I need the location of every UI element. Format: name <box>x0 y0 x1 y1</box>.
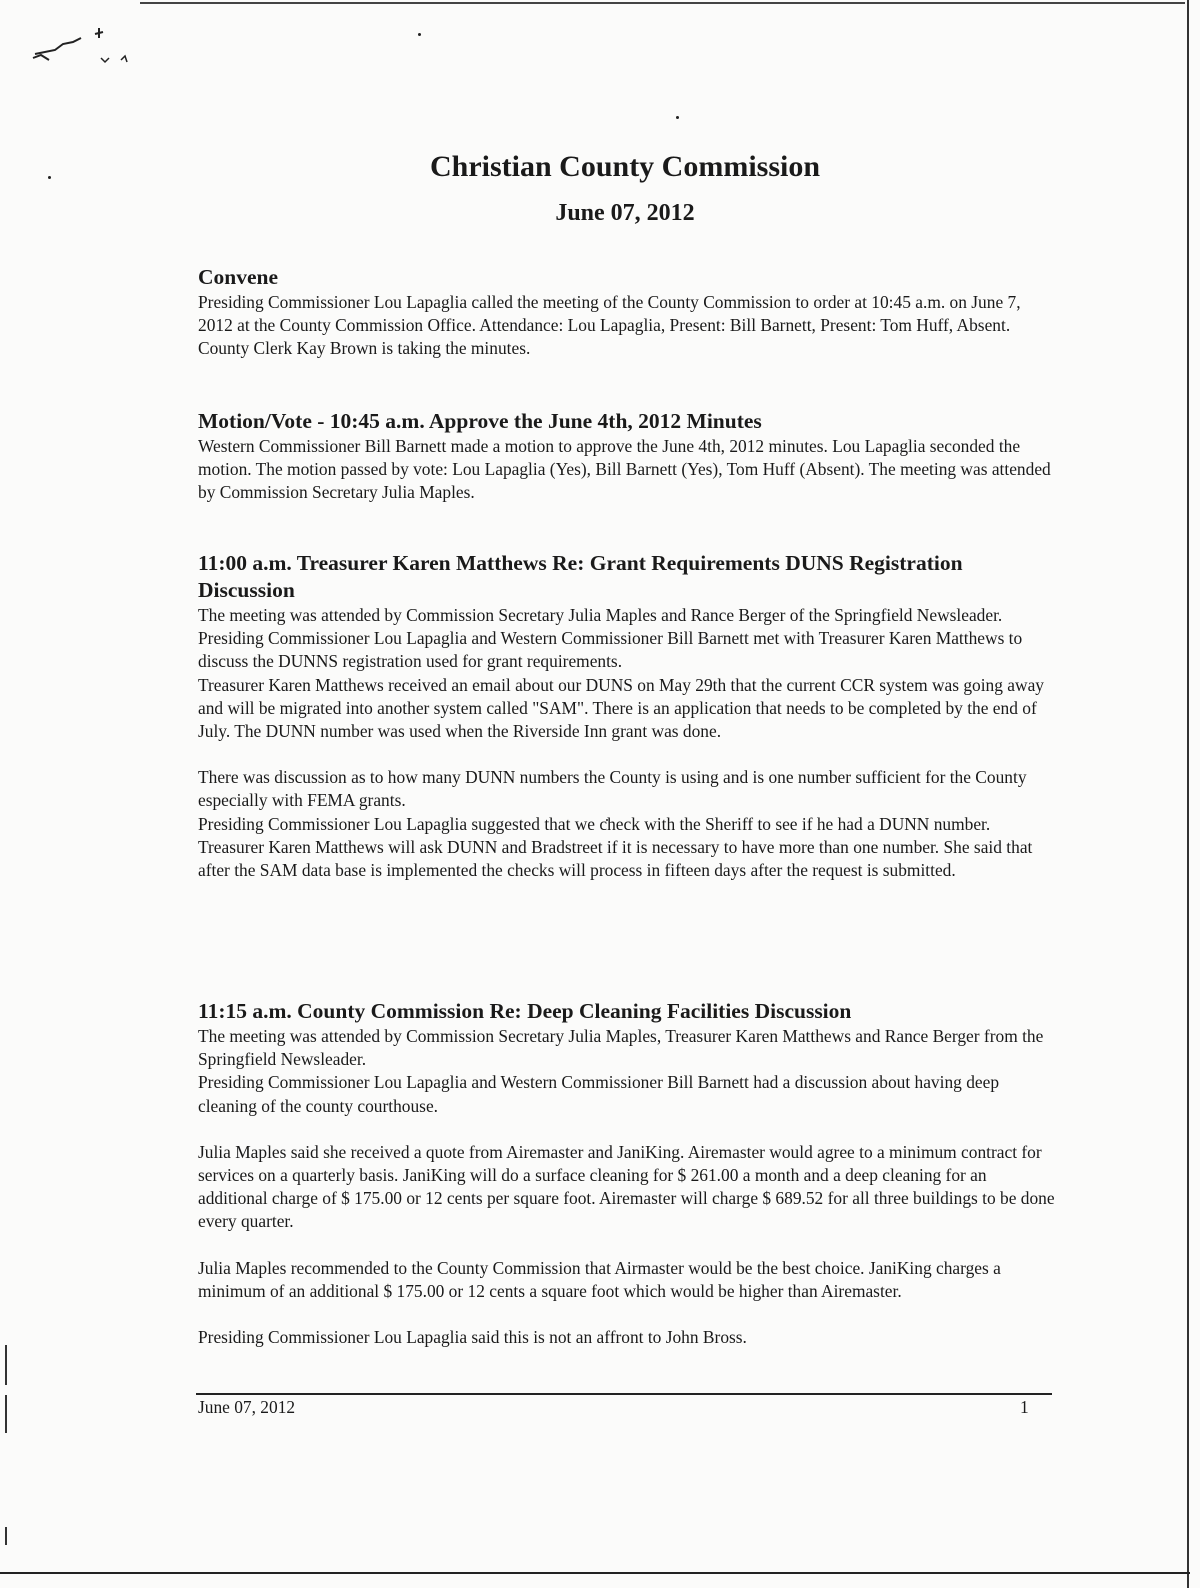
section-paragraph: Presiding Commissioner Lou Lapaglia called the meeting of the County Commission to order at 10:45 a.m. on June 7, 2012 at the County Commission Office. Attendance: Lou Lapaglia, Present: Bill Barnett, Present: Tom Huff, Absent. County Clerk Kay Brown is taking the minutes. <box>198 292 1021 359</box>
scan-speck <box>418 33 421 36</box>
section-duns-registration <box>198 550 1058 882</box>
section-paragraph: There was discussion as to how many DUNN numbers the County is using and is one number sufficient for the County especially with FEMA grants. <box>198 767 1027 811</box>
section-paragraph: Treasurer Karen Matthews received an email about our DUNS on May 29th that the current CCR system was going away and will be migrated into another system called "SAM". There is an application that needs to be completed by the end of July. The DUNN number was used when the Riverside Inn grant was done. <box>198 674 1044 742</box>
section-paragraph: Julia Maples said she received a quote from Airemaster and JaniKing. Airemaster would agree to a minimum contract for services on a quarterly basis. JaniKing will do a surface cleaning for $ 261.00 a month and a deep cleaning for an additional charge of $ 175.00 or 12 cents per square foot. Airemaster will charge $ 689.52 for all three buildings to be done every quarter. <box>198 1141 1055 1232</box>
scan-right-border <box>1187 0 1189 1588</box>
section-paragraph: Presiding Commissioner Lou Lapaglia and Western Commissioner Bill Barnett met with Treasurer Karen Matthews to discuss the DUNNS registration used for grant requirements. <box>198 628 1023 672</box>
section-paragraph: Treasurer Karen Matthews will ask DUNN and Bradstreet if it is necessary to have more than one number. She said that after the SAM data base is implemented the checks will process in fifteen days after the request is submitted. <box>198 836 1033 881</box>
scan-bottom-border <box>0 1572 1190 1574</box>
section-paragraph: The meeting was attended by Commission Secretary Julia Maples, Treasurer Karen Matthews and Rance Berger from the Springfield Newsleader. <box>198 1026 1044 1070</box>
scan-speck <box>676 116 679 119</box>
section-heading: Convene <box>198 265 279 289</box>
section-convene <box>198 264 1058 361</box>
section-paragraph: Western Commissioner Bill Barnett made a motion to approve the June 4th, 2012 minutes. Lou Lapaglia seconded the motion. The motion passed by vote: Lou Lapaglia (Yes), Bill Barnett (Yes), Tom Huff (Absent). The meeting was attended by Commission Secretary Julia Maples. <box>198 436 1051 503</box>
section-paragraph: The meeting was attended by Commission Secretary Julia Maples and Rance Berger of the Springfield Newsleader. <box>198 605 1003 625</box>
footer-rule <box>196 1393 1052 1395</box>
section-paragraph: Presiding Commissioner Lou Lapaglia and Western Commissioner Bill Barnett had a discussion about having deep cleaning of the county courthouse. <box>198 1072 1000 1116</box>
page-number: 1 <box>1020 1397 1029 1417</box>
section-paragraph: Presiding Commissioner Lou Lapaglia said this is not an affront to John Bross. <box>198 1327 747 1348</box>
section-heading: 11:00 a.m. Treasurer Karen Matthews Re: Grant Requirements DUNS Registration Discussion <box>198 551 963 602</box>
section-deep-cleaning <box>198 998 1058 1349</box>
document-date: June 07, 2012 <box>555 200 695 226</box>
scan-smudge-marks <box>25 22 145 82</box>
section-motion-vote <box>198 408 1058 505</box>
scan-left-mark <box>5 1395 7 1433</box>
section-paragraph: Presiding Commissioner Lou Lapaglia suggested that we check with the Sheriff to see if he had a DUNN number. <box>198 813 991 834</box>
scan-left-mark <box>5 1345 7 1385</box>
scan-top-border <box>140 2 1185 4</box>
footer-date: June 07, 2012 <box>198 1397 296 1417</box>
document-title: Christian County Commission <box>429 150 821 183</box>
section-heading: Motion/Vote - 10:45 a.m. Approve the June 4th, 2012 Minutes <box>198 409 762 433</box>
section-paragraph: Julia Maples recommended to the County Commission that Airmaster would be the best choice. JaniKing charges a minimum of an additional $ 175.00 or 12 cents a square foot which would be higher than Airemaster. <box>198 1257 1001 1301</box>
section-heading: 11:15 a.m. County Commission Re: Deep Cleaning Facilities Discussion <box>198 999 852 1023</box>
scan-left-mark <box>5 1527 7 1545</box>
